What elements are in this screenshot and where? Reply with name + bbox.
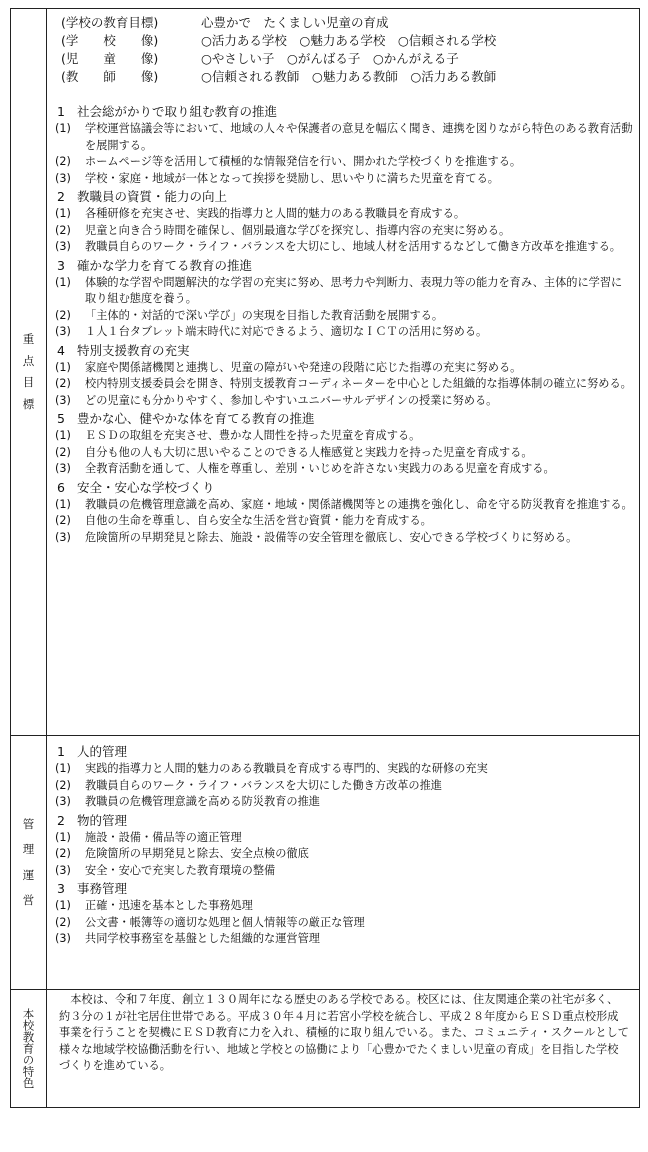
goal-section-heading: 3 確かな学力を育てる教育の推進 (57, 257, 253, 273)
management-label-char: 運 (22, 867, 35, 882)
goal-section-heading: 6 安全・安心な学校づくり (57, 479, 215, 495)
goal-section-heading: 4 特別支援教育の充実 (57, 342, 190, 358)
management-label-char: 理 (22, 842, 35, 856)
management-section-heading: 2 物的管理 (57, 812, 128, 828)
goals-label-char: 重 (22, 332, 35, 346)
school-goal-label: (学校の教育目標) (61, 15, 159, 30)
features-row-label (11, 990, 47, 1107)
goal-item: (2) 校内特別支援委員会を開き、特別支援教育コーディネーターを中心とした組織的な指導体制の確立に努める。 (55, 377, 632, 390)
management-item: (1) 正確・迅速を基本とした事務処理 (55, 899, 253, 912)
goals-label-char: 目 (22, 375, 35, 389)
goal-item: (2) ホームページ等を活用して積極的な情報発信を行い、開かれた学校づくりを推進する。 (55, 155, 522, 168)
school-image-label: (学 校 像) (61, 33, 159, 48)
goal-section-heading: 1 社会総がかりで取り組む教育の推進 (57, 104, 278, 119)
goals-label-char: 点 (22, 353, 35, 368)
goal-item: (1) 各種研修を充実させ、実践的指導力と人間的魅力のある教職員を育成する。 (55, 207, 466, 220)
goal-item: (3) 学校・家庭・地域が一体となって挨拶を奨励し、思いやりに満ちた児童を育てる。 (55, 171, 499, 185)
management-item: (2) 公文書・帳簿等の適切な処理と個人情報等の厳正な管理 (55, 915, 365, 929)
goal-item: (2) 児童と向き合う時間を確保し、個別最適な学びを探究し、指導内容の充実に努める。 (55, 223, 511, 237)
management-row (11, 735, 639, 989)
teacher-image-label: (教 師 像) (61, 69, 159, 84)
goals-body (47, 9, 639, 735)
school-plan-table (10, 8, 640, 1108)
goal-item: (1) 学校運営協議会等において、地域の人々や保護者の意見を幅広く聞き、連携を図りながら特色のある教育活動を展開する。 (55, 122, 633, 152)
goal-item: (3) 全教育活動を通して、人権を尊重し、差別・いじめを許さない実践力のある児童を育成する。 (55, 462, 555, 475)
management-item: (3) 教職員の危機管理意識を高める防災教育の推進 (55, 795, 320, 808)
management-label-char: 営 (22, 893, 35, 907)
management-item: (3) 安全・安心で充実した教育環境の整備 (55, 863, 276, 877)
goal-section-heading: 5 豊かな心、健やかな体を育てる教育の推進 (57, 411, 315, 426)
goals-row-label (11, 9, 47, 735)
goal-item: (2) 自分も他の人も大切に思いやることのできる人権感覚と実践力を持った児童を育成する。 (55, 445, 533, 459)
management-section-heading: 1 人的管理 (57, 744, 128, 759)
school-image-text: ○活力ある学校 ○魅力ある学校 ○信頼される学校 (201, 33, 497, 48)
features-body (47, 990, 639, 1107)
goal-item: (3) 教職員自らのワーク・ライフ・バランスを大切にし、地域人材を活用するなどして働き方改革を推進する。 (55, 240, 621, 253)
features-row (11, 989, 639, 1107)
goal-item: (2) 自他の生命を尊重し、自ら安全な生活を営む資質・能力を育成する。 (55, 514, 432, 527)
goal-item: (2) 「主体的・対話的で深い学び」の実現を目指した教育活動を展開する。 (55, 308, 444, 322)
school-image (53, 32, 633, 50)
management-body (47, 736, 639, 989)
teacher-image (53, 68, 633, 86)
management-item: (1) 実践的指導力と人間的魅力のある教職員を育成する専門的、実践的な研修の充実 (55, 762, 488, 775)
goal-item: (1) ＥＳＤの取組を充実させ、豊かな人間性を持った児童を育成する。 (55, 429, 421, 442)
management-item: (2) 危険箇所の早期発見と除去、安全点検の徹底 (55, 847, 309, 860)
goal-item: (1) 教職員の危機管理意識を高め、家庭・地域・関係諸機関等との連携を強化し、命を守る防災教育を推進する。 (55, 497, 633, 511)
management-item: (3) 共同学校事務室を基盤とした組織的な運営管理 (55, 932, 320, 945)
school-goal (53, 14, 633, 32)
goal-item: (1) 体験的な学習や問題解決的な学習の充実に努め、思考力や判断力、表現力等の能力を育み、主体的に学習に取り組む態度を養う。 (55, 275, 623, 305)
goal-item: (1) 家庭や関係諸機関と連携し、児童の障がいや発達の段階に応じた指導の充実に努める。 (55, 360, 522, 374)
student-image-label: (児 童 像) (61, 51, 159, 66)
management-item: (1) 施設・設備・備品等の適正管理 (55, 830, 242, 844)
goal-item: (3) 危険箇所の早期発見と除去、施設・設備等の安全管理を徹底し、安心できる学校づくりに努める。 (55, 530, 578, 544)
goals-row (11, 9, 639, 735)
student-image (53, 50, 633, 68)
goal-item: (3) １人１台タブレット端末時代に対応できるよう、適切なＩＣＴの活用に努める。 (55, 325, 488, 338)
school-goal-text: 心豊かで たくましい児童の育成 (201, 15, 389, 30)
features-text: 本校は、令和７年度、創立１３０周年になる歴史のある学校である。校区には、住友関連企業の社宅が多く、約３分の１が社宅居住世帯である。平成３０年４月に若宮小学校を統合し、平成２８年度からＥＳＤ重点校形成事業を行うことを契機にＥＳＤ教育に力を入れ、積極的に取り組んでいる。また、コミュニティ・スクールとして様々な地域学校協働活動を行い、地域と学校との協働により「心豊かでたくましい児童の育成」を目指した学校づくりを進めている。 (59, 993, 629, 1072)
management-section-heading: 3 事務管理 (57, 881, 128, 896)
management-row-label (11, 736, 47, 989)
goal-item: (3) どの児童にも分かりやすく、参加しやすいユニバーサルデザインの授業に努める。 (55, 393, 498, 407)
student-image-text: ○やさしい子 ○がんばる子 ○かんがえる子 (201, 51, 459, 66)
management-label-char: 管 (22, 816, 35, 831)
features-label: 本校教育の特色 (21, 1008, 36, 1089)
teacher-image-text: ○信頼される教師 ○魅力ある教師 ○活力ある教師 (201, 69, 497, 84)
goal-section-heading: 2 教職員の資質・能力の向上 (57, 189, 228, 204)
goals-label-char: 標 (22, 396, 35, 411)
management-item: (2) 教職員自らのワーク・ライフ・バランスを大切にした働き方改革の推進 (55, 778, 442, 792)
